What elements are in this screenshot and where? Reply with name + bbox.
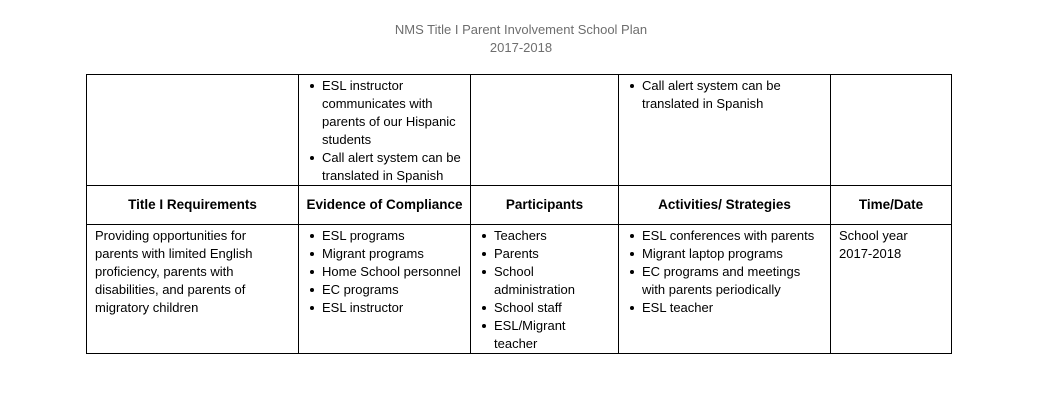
cell-activities (619, 225, 831, 354)
cell-participants (471, 225, 619, 354)
column-header-evidence: Evidence of Compliance (299, 186, 471, 225)
list-item: Migrant programs (322, 245, 464, 263)
evidence-continued-list (307, 77, 464, 185)
list-item: Teachers (494, 227, 612, 245)
list-item: EC programs (322, 281, 464, 299)
list-item: ESL instructor communicates with parents of our Hispanic students (322, 77, 464, 149)
column-header-requirements: Title I Requirements (87, 186, 299, 225)
list-item: School staff (494, 299, 612, 317)
document-header (0, 21, 1042, 57)
cell-empty-requirement (87, 75, 299, 186)
list-item: ESL teacher (642, 299, 824, 317)
parent-involvement-table (86, 74, 952, 354)
list-item: EC programs and meetings with parents periodically (642, 263, 824, 299)
list-item: Parents (494, 245, 612, 263)
cell-requirement: Providing opportunities for parents with limited English proficiency, parents with disabilities, and parents of migratory children (87, 225, 299, 354)
participants-list (479, 227, 612, 353)
list-item: Call alert system can be translated in Spanish (322, 149, 464, 185)
activities-continued-list (627, 77, 824, 113)
cell-evidence-continued (299, 75, 471, 186)
continuation-row (87, 75, 952, 186)
cell-activities-continued (619, 75, 831, 186)
header-row (87, 186, 952, 225)
list-item: ESL/Migrant teacher (494, 317, 612, 353)
time-line-1: School year (839, 228, 908, 243)
list-item: School administration (494, 263, 612, 299)
cell-empty-time (831, 75, 952, 186)
activities-list (627, 227, 824, 317)
list-item: ESL conferences with parents (642, 227, 824, 245)
column-header-time: Time/Date (831, 186, 952, 225)
document-year: 2017-2018 (489, 40, 553, 55)
list-item: Home School personnel (322, 263, 464, 281)
table-row (87, 225, 952, 354)
column-header-activities: Activities/ Strategies (619, 186, 831, 225)
list-item: ESL programs (322, 227, 464, 245)
document-title: NMS Title I Parent Involvement School Plan (394, 22, 648, 37)
list-item: Migrant laptop programs (642, 245, 824, 263)
time-line-2: 2017-2018 (839, 246, 902, 261)
column-header-participants: Participants (471, 186, 619, 225)
cell-time (831, 225, 952, 354)
list-item: ESL instructor (322, 299, 464, 317)
cell-empty-participants (471, 75, 619, 186)
list-item: Call alert system can be translated in Spanish (642, 77, 824, 113)
evidence-list (307, 227, 464, 317)
cell-evidence (299, 225, 471, 354)
